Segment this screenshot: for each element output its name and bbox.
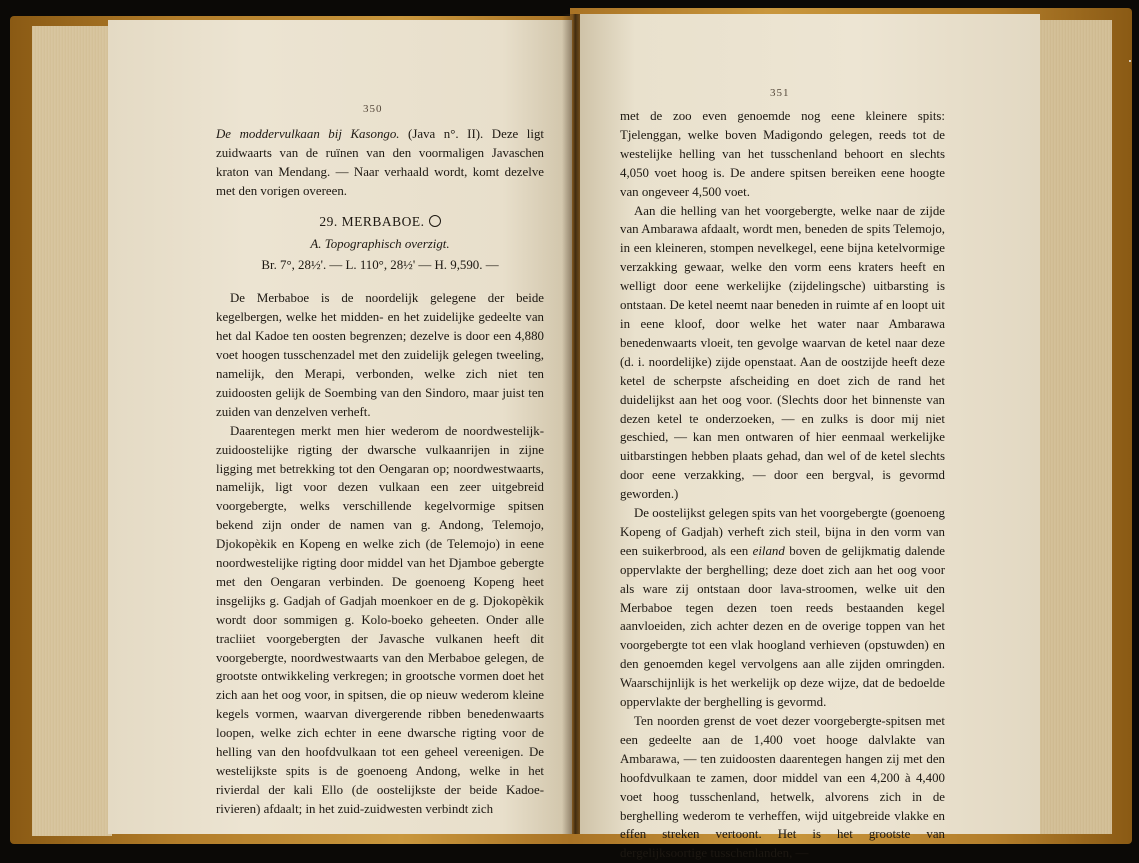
intro-paragraph bbox=[216, 125, 544, 201]
left-paragraph-2: Daarentegen merkt men hier wederom de noordwestelijk-zuidoostelijke rigting der dwarsche vulkaanrijen in zijne ligging met betrekking tot den Oengaran op; noordwestwaarts, namelijk, ligt voor dezen vulkaan een zeer uitgebreid voorgebergte, welks verschillende kegelvormige spitsen bekend zijn onder de namen van g. Andong, Telemojo, Djokopèkik en Kopeng en welke zich (de Telemojo) in eene noordwestelijke rigting door middel van het Djamboe gebergte met den Oengaran verbinden. De goenoeng Kopeng heet insgelijks g. Gadjah of Gadjah moenkoer en de g. Djokopèkik wordt door sommigen g. Kolo-boeko geheeten. Onder alle tracliiet voorgebergten der Javasche vulkanen heeft dit voorgebergte, noordwestwaarts van den Merbaboe gelegen, de grootste ontwikkeling verkregen; in grootsche vormen doet het zich aan het oog voor, in spitsen, die op nieuw wederom kleine kegels vormen, waarvan divergerende ribben benedenwaarts loopen, welke zich echter in eene dwarsche rigting voor de helling van den hoofdvulkaan tot een geheel vereenigen. De westelijkste spits is de goenoeng Andong, welke in het rivierdal der kali Ello (de oostelijkste der beide Kadoe-rivieren) afdaalt; in het zuid-zuidwesten verbindt zich bbox=[216, 423, 544, 816]
edge-speck bbox=[1129, 60, 1131, 62]
right-paragraph-2: Aan die helling van het voorgebergte, welke naar de zijde van Ambarawa afdaalt, wordt men, beneden de spits Telemojo, in een kleineren, stompen nevelkegel, eene bijna ketelvormige verzakking gewaar, welke den vorm eens kraters heeft en welligt door eene werkelijke (zijdelingsche) uitbarsting is ontstaan. De ketel neemt naar beneden in ruimte af en loopt uit in eene kloof, door welke het water naar Ambarawa benedenwaarts vloeit, ten gevolge waarvan de ketel naar deze (d. i. noordelijke) zijde openstaat. Aan de oostzijde heeft deze ketel de scherpste afscheiding en doet zich de rand het duidelijkst aan het oog voor. (Slechts door het binnenste van dezen ketel te onderzoeken, — en zulks is door mij niet geschied, — kan men ontwaren of hier eenmaal werkelijke uitbarstingen hebben plaats gehad, dan wel of de ketel slechts door eene verzakking, — door een bergval, is gevormd geworden.) bbox=[620, 203, 945, 502]
section-heading-text: 29. MERBABOE. bbox=[319, 213, 425, 229]
page-number-right: 351 bbox=[770, 87, 790, 99]
volcano-symbol-icon bbox=[429, 215, 441, 227]
subheading: A. Topographisch overzigt. bbox=[310, 236, 450, 251]
left-paragraph-1: De Merbaboe is de noordelijk gelegene der beide kegelbergen, welke het midden- en het zuidelijke gedeelte van het dal Kadoe ten oosten begrenzen; dezelve is door een 4,880 voet hoogen tusschenzadel met den zuidelijk gelegen tweeling, namelijk, den Merapi, verbonden, welke zich niet ten zuidoosten gelijk de Soembing van den Sindoro, maar juist ten zuiden van denzelven verheft. bbox=[216, 291, 544, 419]
intro-title: De moddervulkaan bij Kasongo. bbox=[216, 127, 400, 141]
right-paragraph-3 bbox=[620, 504, 945, 712]
left-page bbox=[108, 20, 572, 834]
right-paragraph-3-start: De oostelijkst gelegen spits van het voorgebergte (goenoeng Kopeng of Gadjah) verheft zich steil, bijna in den vorm van een suikerbrood, als een bbox=[620, 506, 945, 558]
page-edges-right bbox=[1038, 20, 1112, 834]
right-page-text bbox=[620, 107, 945, 863]
right-page bbox=[580, 14, 1040, 861]
right-paragraph-1: met de zoo even genoemde nog eene kleinere spits: Tjelenggan, welke boven Madigondo gelegen, reeds tot de westelijke helling van het tusschenland behoort en slechts 4,050 voet hoog is. De andere spitsen bereiken eene hoogte van ongeveer 4,500 voet. bbox=[620, 109, 945, 199]
intro-text: (Java n°. II). Deze ligt zuidwaarts van de ruïnen van den voormaligen Javaschen kraton van Mendang. — Naar verhaald wordt, komt dezelve met den vorigen overeen. bbox=[216, 127, 544, 198]
page-number-left: 350 bbox=[363, 103, 383, 115]
right-paragraph-3-italic: eiland bbox=[752, 543, 785, 558]
right-paragraph-4: Ten noorden grenst de voet dezer voorgebergte-spitsen met een gedeelte aan de 1,400 voet hooge dalvlakte van Ambarawa, — ten zuidoosten daarentegen hangen zij met den hoofdvulkaan te zamen, door middel van een 4,200 à 4,400 voet hoog tusschenland, hetwelk, alvorens zich in de berghelling wederom te verheffen, wijd uitgebreide vlakke en effen streken vertoont. Het is het grootste van dergelijksoortige tusschenlanden, — bbox=[620, 714, 945, 861]
left-page-text bbox=[216, 125, 544, 819]
coordinates-line: Br. 7°, 28½'. — L. 110°, 28½' — H. 9,590. — bbox=[261, 258, 499, 273]
page-edges-left bbox=[32, 26, 112, 836]
section-heading bbox=[216, 213, 544, 232]
right-paragraph-3-end: boven de gelijkmatig dalende oppervlakte der berghelling; deze doet zich aan het oog voor als ware zij ontstaan door lava-stroomen, welke uit den Merbaboe tegen dezen toen reeds bestaanden kegel aanvloeiden, zich achter dezen en de overige toppen van het voorgebergte tot een vlak hoogland verhieven (opstuwden) en den genoemden kegel vervolgens aan alle zijden omringden. Waarschijnlijk is het werkelijk op deze wijze, dat de bedoelde oppervlakte der berghelling is gevormd. bbox=[620, 543, 945, 710]
